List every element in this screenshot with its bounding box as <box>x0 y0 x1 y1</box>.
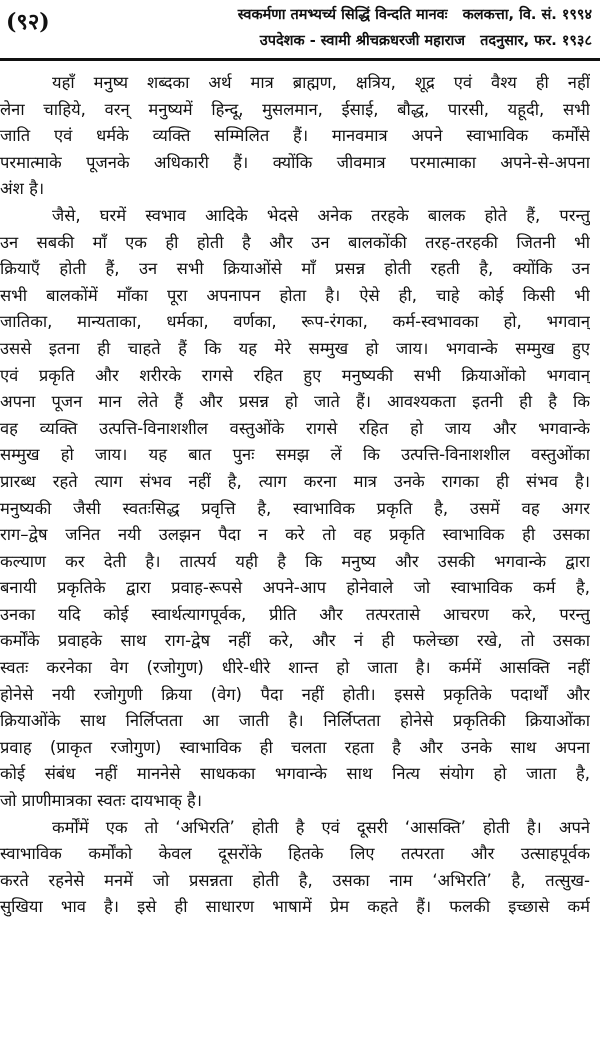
text-line: कोई संबंध नहीं माननेसे साधकका भगवान्के साथ नित्य संयोग हो जाता है, <box>0 764 590 784</box>
text-line: जैसे, घरमें स्वभाव आदिके भेदसे अनेक तरहके बालक होते हैं, परन्तु <box>52 205 590 225</box>
paragraph <box>0 70 590 203</box>
text-line: करते रहनेसे मनमें जो प्रसन्नता होती है, उसका नाम ‘अभिरति’ है, तत्सुख- <box>0 870 590 890</box>
header-place-date: कलकत्ता, वि. सं. १९९४ <box>462 7 592 23</box>
text-line: एवं प्रकृति और शरीरके रागसे रहित हुए मनुष्यकी सभी क्रियाओंको भगवान् <box>0 365 590 385</box>
text-line: होनेसे नयी रजोगुणी क्रिया (वेग) पैदा नहीं होती। इससे प्रकृतिके पदार्थों और <box>0 684 590 704</box>
header-equivalent-date: तदनुसार, फर. १९३८ <box>480 33 592 49</box>
page-header <box>0 0 600 61</box>
page-number: (९२) <box>6 9 50 35</box>
text-line: राग–द्वेष जनित नयी उलझन पैदा न करे तो वह प्रकृति स्वाभाविक ही उसका <box>0 525 590 545</box>
text-line: अंश है। <box>0 179 45 199</box>
text-line: जातिका, मान्यताका, धर्मका, वर्णका, रूप-रंगका, कर्म-स्वभावका हो, भगवान् <box>0 312 590 332</box>
text-line: अपना पूजन मान लेते हैं और प्रसन्न हो जाते हैं। आवश्यकता इतनी ही है कि <box>0 392 590 412</box>
text-line: क्रियाएँ होती हैं, उन सभी क्रियाओंसे माँ प्रसन्न होती रहती है, क्योंकि उन <box>0 259 590 279</box>
text-line: क्रियाओंके साथ निर्लिप्तता आ जाती है। निर्लिप्तता होनेसे प्रकृतिकी क्रियाओंका <box>0 711 590 731</box>
text-line: जाति एवं धर्मके व्यक्ति सम्मिलित हैं। मानवमात्र अपने स्वाभाविक कर्मोंसे <box>0 126 590 146</box>
header-line-2 <box>260 30 592 50</box>
text-line: लेना चाहिये, वरन् मनुष्यमें हिन्दू, मुसलमान, ईसाई, बौद्ध, पारसी, यहूदी, सभी <box>0 99 590 119</box>
text-line: कर्मोंमें एक तो ‘अभिरति’ होती है एवं दूसरी ‘आसक्ति’ होती है। अपने <box>52 817 590 837</box>
text-line: उन सबकी माँ एक ही होती है और उन बालकोंकी तरह-तरहकी जितनी भी <box>0 232 590 252</box>
text-line: स्वतः करनेका वेग (रजोगुण) धीरे-धीरे शान्त हो जाता है। कर्ममें आसक्ति नहीं <box>0 658 590 678</box>
text-line: प्रारब्ध रहते त्याग संभव नहीं है, त्याग करना मात्र उनके रागका ही संभव है। <box>0 471 590 491</box>
text-line: उनका यदि कोई स्वार्थत्यागपूर्वक, प्रीति और तत्परतासे आचरण करे, परन्तु <box>0 604 590 624</box>
paragraph <box>0 203 590 815</box>
text-line: मनुष्यकी जैसी स्वतःसिद्ध प्रवृत्ति है, स्वाभाविक प्रकृति है, उसमें वह अगर <box>0 498 590 518</box>
text-line: कर्मोंके प्रवाहके साथ राग-द्वेष नहीं करे, और नं ही फलेच्छा रखे, तो उसका <box>0 631 590 651</box>
text-line: स्वाभाविक कर्मोंको केवल दूसरोंके हितके लिए तत्परता और उत्साहपूर्वक <box>0 844 590 864</box>
text-line: सभी बालकोंमें माँका पूरा अपनापन होता है। ऐसे ही, चाहे कोई किसी भी <box>0 285 590 305</box>
text-line: परमात्माके पूजनके अधिकारी हैं। क्योंकि जीवमात्र परमात्माका अपने-से-अपना <box>0 152 590 172</box>
text-line: बनायी प्रकृतिके द्वारा प्रवाह-रूपसे अपने-आप होनेवाले जो स्वाभाविक कर्म है, <box>0 578 590 598</box>
text-line: कल्याण कर देती है। तात्पर्य यही है कि मनुष्य और उसकी भगवान्के द्वारा <box>0 551 590 571</box>
text-line: वह व्यक्ति उत्पत्ति-विनाशशील वस्तुओंके रागसे रहित हो जाय और भगवान्के <box>0 418 590 438</box>
header-verse: स्वकर्मणा तमभ्यर्च्य सिद्धिं विन्दति मानवः <box>237 7 448 23</box>
header-line-1 <box>238 4 592 24</box>
text-line: उससे इतना ही चाहते हैं कि यह मेरे सम्मुख हो जाय। भगवान्के सम्मुख हुए <box>0 338 590 358</box>
body-text <box>0 70 590 921</box>
header-speaker: उपदेशक - स्वामी श्रीचक्रधरजी महाराज <box>259 33 466 49</box>
text-line: प्रवाह (प्राकृत रजोगुण) स्वाभाविक ही चलता रहता है और उनके साथ अपना <box>0 737 590 757</box>
text-line: सुखिया भाव है। इसे ही साधारण भाषामें प्रेम कहते हैं। फलकी इच्छासे कर्म <box>0 897 590 917</box>
text-line: यहाँ मनुष्य शब्दका अर्थ मात्र ब्राह्मण, क्षत्रिय, शूद्र एवं वैश्य ही नहीं <box>52 73 590 92</box>
text-line: सम्मुख हो जाय। यह बात पुनः समझ लें कि उत्पत्ति-विनाशशील वस्तुओंका <box>0 445 590 465</box>
text-line: जो प्राणीमात्रका स्वतः दायभाक् है। <box>0 791 203 811</box>
paragraph <box>0 815 590 921</box>
